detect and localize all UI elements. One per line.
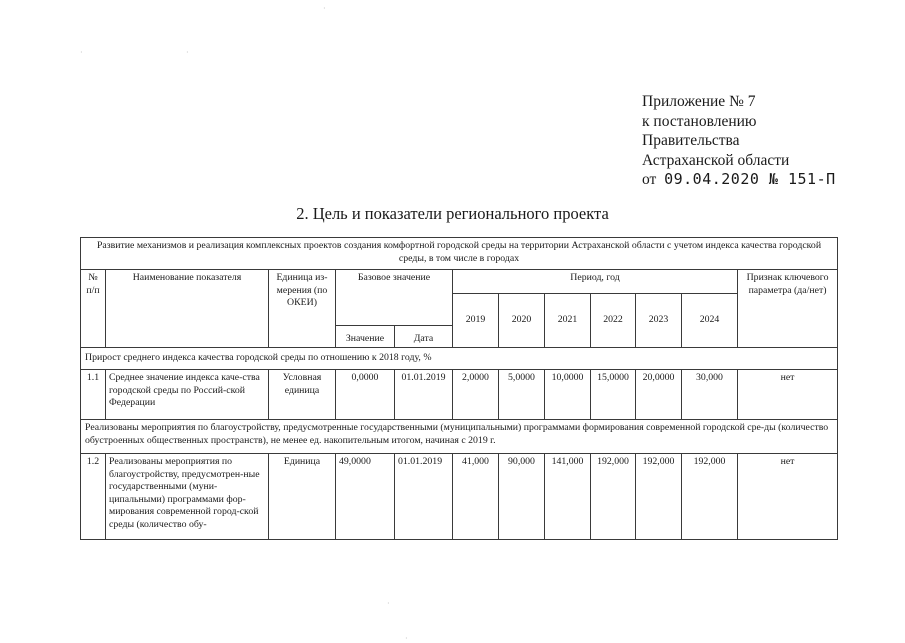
header-period: Период, год bbox=[453, 270, 738, 294]
header-row bbox=[81, 270, 838, 294]
header-base: Базовое значение bbox=[336, 270, 453, 326]
row-value: 192,000 bbox=[636, 454, 682, 540]
row-base-date: 01.01.2019 bbox=[395, 370, 453, 420]
row-base-value: 49,0000 bbox=[336, 454, 395, 540]
row-value: 10,0000 bbox=[545, 370, 591, 420]
appendix-line: Астраханской области bbox=[642, 151, 790, 169]
row-value: 30,000 bbox=[682, 370, 738, 420]
row-base-value: 0,0000 bbox=[336, 370, 395, 420]
row-value: 2,0000 bbox=[453, 370, 499, 420]
row-num: 1.1 bbox=[81, 370, 106, 420]
section-row bbox=[81, 420, 838, 454]
row-value: 41,000 bbox=[453, 454, 499, 540]
scan-artifact: · bbox=[405, 634, 408, 643]
year-cell: 2021 bbox=[545, 294, 591, 348]
appendix-line: к постановлению bbox=[642, 112, 757, 130]
scan-artifact: · bbox=[387, 599, 390, 608]
row-base-date: 01.01.2019 bbox=[395, 454, 453, 540]
row-name: Среднее значение индекса каче-ства городской среды по Россий-ской Федерации bbox=[106, 370, 269, 420]
page-title: 2. Цель и показатели регионального проекта bbox=[296, 204, 609, 223]
scan-artifact bbox=[410, 0, 426, 3]
indicators-table bbox=[80, 237, 838, 540]
row-unit: Единица bbox=[269, 454, 336, 540]
row-value: 90,000 bbox=[499, 454, 545, 540]
row-value: 15,0000 bbox=[591, 370, 636, 420]
appendix-line: Правительства bbox=[642, 132, 740, 149]
scan-artifact: · bbox=[186, 48, 189, 57]
header-key: Признак ключевого параметра (да/нет) bbox=[738, 270, 838, 348]
row-key: нет bbox=[738, 454, 838, 540]
year-cell: 2020 bbox=[499, 294, 545, 348]
year-cell: 2022 bbox=[591, 294, 636, 348]
year-cell: 2019 bbox=[453, 294, 499, 348]
row-value: 20,0000 bbox=[636, 370, 682, 420]
row-name: Реализованы мероприятия по благоустройству, предусмотрен-ные государственными (муни-ципальными) программами фор-мирования современной город-ской среды (количество обу- bbox=[106, 454, 269, 540]
scan-artifact: · bbox=[80, 48, 83, 57]
table-row bbox=[81, 370, 838, 420]
header-base-date: Дата bbox=[395, 326, 453, 348]
section-row bbox=[81, 348, 838, 370]
year-cell: 2023 bbox=[636, 294, 682, 348]
table-row bbox=[81, 454, 838, 540]
section-title: Реализованы мероприятия по благоустройству, предусмотренные государственными (муниципальными) программами формирования современной городской сре-ды (количество обустроенных общественных пространств), не менее ед. накопительным итогом, начиная с 2019 г. bbox=[81, 420, 838, 454]
date-value: 09.04.2020 № 151-П bbox=[664, 170, 836, 188]
header-base-value: Значение bbox=[336, 326, 395, 348]
appendix-date-line bbox=[642, 170, 836, 190]
row-num: 1.2 bbox=[81, 454, 106, 540]
section-title: Прирост среднего индекса качества городской среды по отношению к 2018 году, % bbox=[81, 348, 838, 370]
header-num: № п/п bbox=[81, 270, 106, 348]
header-unit: Единица из-мерения (по ОКЕИ) bbox=[269, 270, 336, 348]
row-value: 192,000 bbox=[591, 454, 636, 540]
date-prefix: от bbox=[642, 171, 657, 188]
goal-cell: Развитие механизмов и реализация комплексных проектов создания комфортной городской среды на территории Астраханской области с учетом индекса качества городской среды, в том числе в городах bbox=[81, 238, 838, 270]
goal-row bbox=[81, 238, 838, 270]
row-unit: Условная единица bbox=[269, 370, 336, 420]
row-key: нет bbox=[738, 370, 838, 420]
appendix-line: Приложение № 7 bbox=[642, 93, 756, 110]
appendix-block bbox=[642, 92, 836, 190]
scan-artifact: · bbox=[323, 4, 326, 13]
row-value: 141,000 bbox=[545, 454, 591, 540]
row-value: 192,000 bbox=[682, 454, 738, 540]
row-value: 5,0000 bbox=[499, 370, 545, 420]
year-cell: 2024 bbox=[682, 294, 738, 348]
header-name: Наименование показателя bbox=[106, 270, 269, 348]
